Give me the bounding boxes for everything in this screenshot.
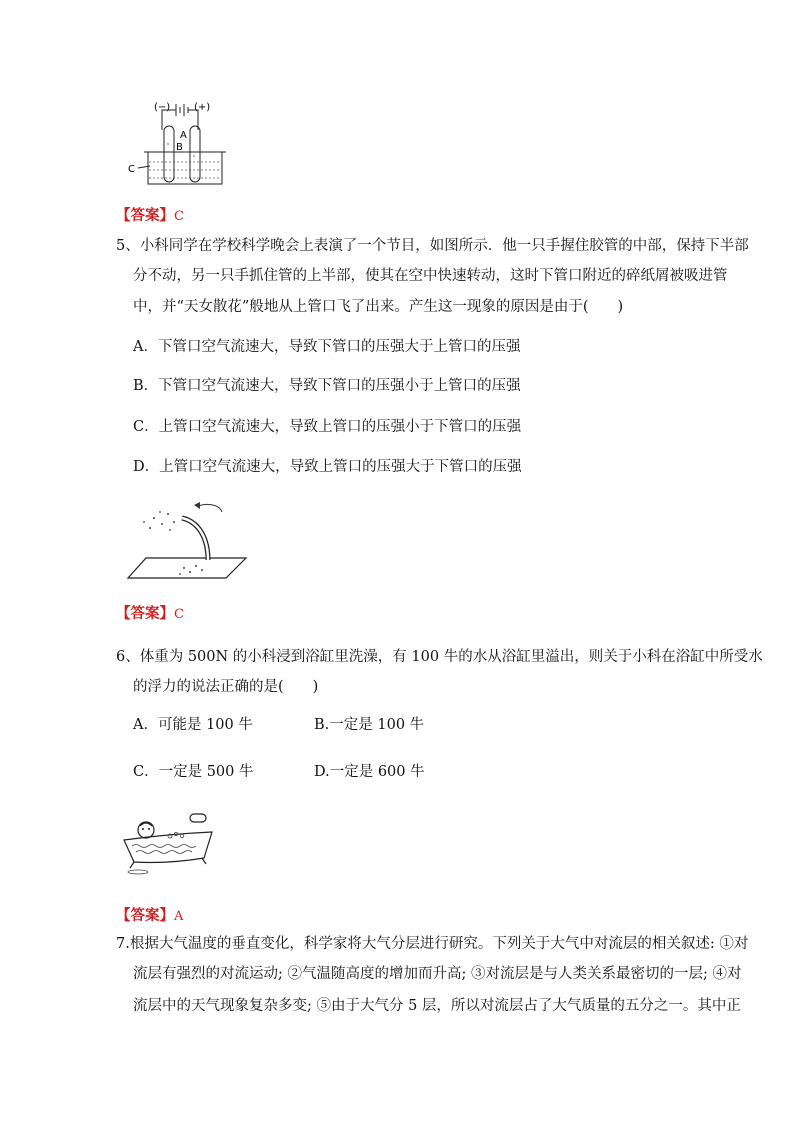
answer-q4 <box>116 204 184 225</box>
q5-option-b: B．下管口空气流速大，导致下管口的压强小于上管口的压强 <box>133 378 521 394</box>
q6-option-a: A．可能是 100 牛 <box>133 717 253 733</box>
label-b: B <box>176 142 183 153</box>
q5-option-d: D．上管口空气流速大，导致上管口的压强大于下管口的压强 <box>133 459 522 475</box>
tube-spinning-figure <box>124 500 254 584</box>
minus-label: (−) <box>154 102 171 113</box>
answer-value: C <box>174 607 184 622</box>
answer-value: A <box>174 909 184 924</box>
q7-line-1: 7.根据大气温度的垂直变化，科学家将大气分层进行研究。下列关于大气中对流层的相关叙述: ①对 <box>116 936 749 952</box>
plus-label: (+) <box>194 102 211 113</box>
q5-line-3: 中，并“天女散花”般地从上管口飞了出来。产生这一现象的原因是由于( ) <box>133 299 624 315</box>
q6-option-b: B.一定是 100 牛 <box>314 717 425 733</box>
answer-q6 <box>116 904 183 925</box>
q6-line-1: 6、体重为 500N 的小科浸到浴缸里洗澡，有 100 牛的水从浴缸里溢出，则关于小科在浴缸中所受水 <box>116 649 763 665</box>
label-a: A <box>180 130 187 141</box>
q6-line-2: 的浮力的说法正确的是( ) <box>133 679 319 695</box>
label-c: C <box>128 164 135 175</box>
answer-value: C <box>174 209 184 224</box>
answer-tag: 【答案】 <box>116 907 174 924</box>
q5-option-c: C．上管口空气流速大，导致上管口的压强小于下管口的压强 <box>133 419 522 435</box>
bathtub-figure <box>118 806 218 876</box>
q6-option-c: C．一定是 500 牛 <box>133 764 254 780</box>
answer-tag: 【答案】 <box>116 207 174 224</box>
q7-line-3: 流层中的天气现象复杂多变; ⑤由于大气分 5 层，所以对流层占了大气质量的五分之一。其中正 <box>133 998 741 1014</box>
electrolysis-figure <box>118 96 238 192</box>
answer-q5 <box>116 602 184 623</box>
q6-option-d: D.一定是 600 牛 <box>314 764 425 780</box>
q5-line-2: 分不动，另一只手抓住管的上半部，使其在空中快速转动，这时下管口附近的碎纸屑被吸进管 <box>133 268 728 284</box>
q5-option-a: A．下管口空气流速大，导致下管口的压强大于上管口的压强 <box>133 339 521 355</box>
q7-line-2: 流层有强烈的对流运动; ②气温随高度的增加而升高; ③对流层是与人类关系最密切的一层; ④对 <box>133 966 742 982</box>
answer-tag: 【答案】 <box>116 605 174 622</box>
q5-line-1: 5、小科同学在学校科学晚会上表演了一个节目，如图所示．他一只手握住胶管的中部，保持下半部 <box>116 238 749 254</box>
